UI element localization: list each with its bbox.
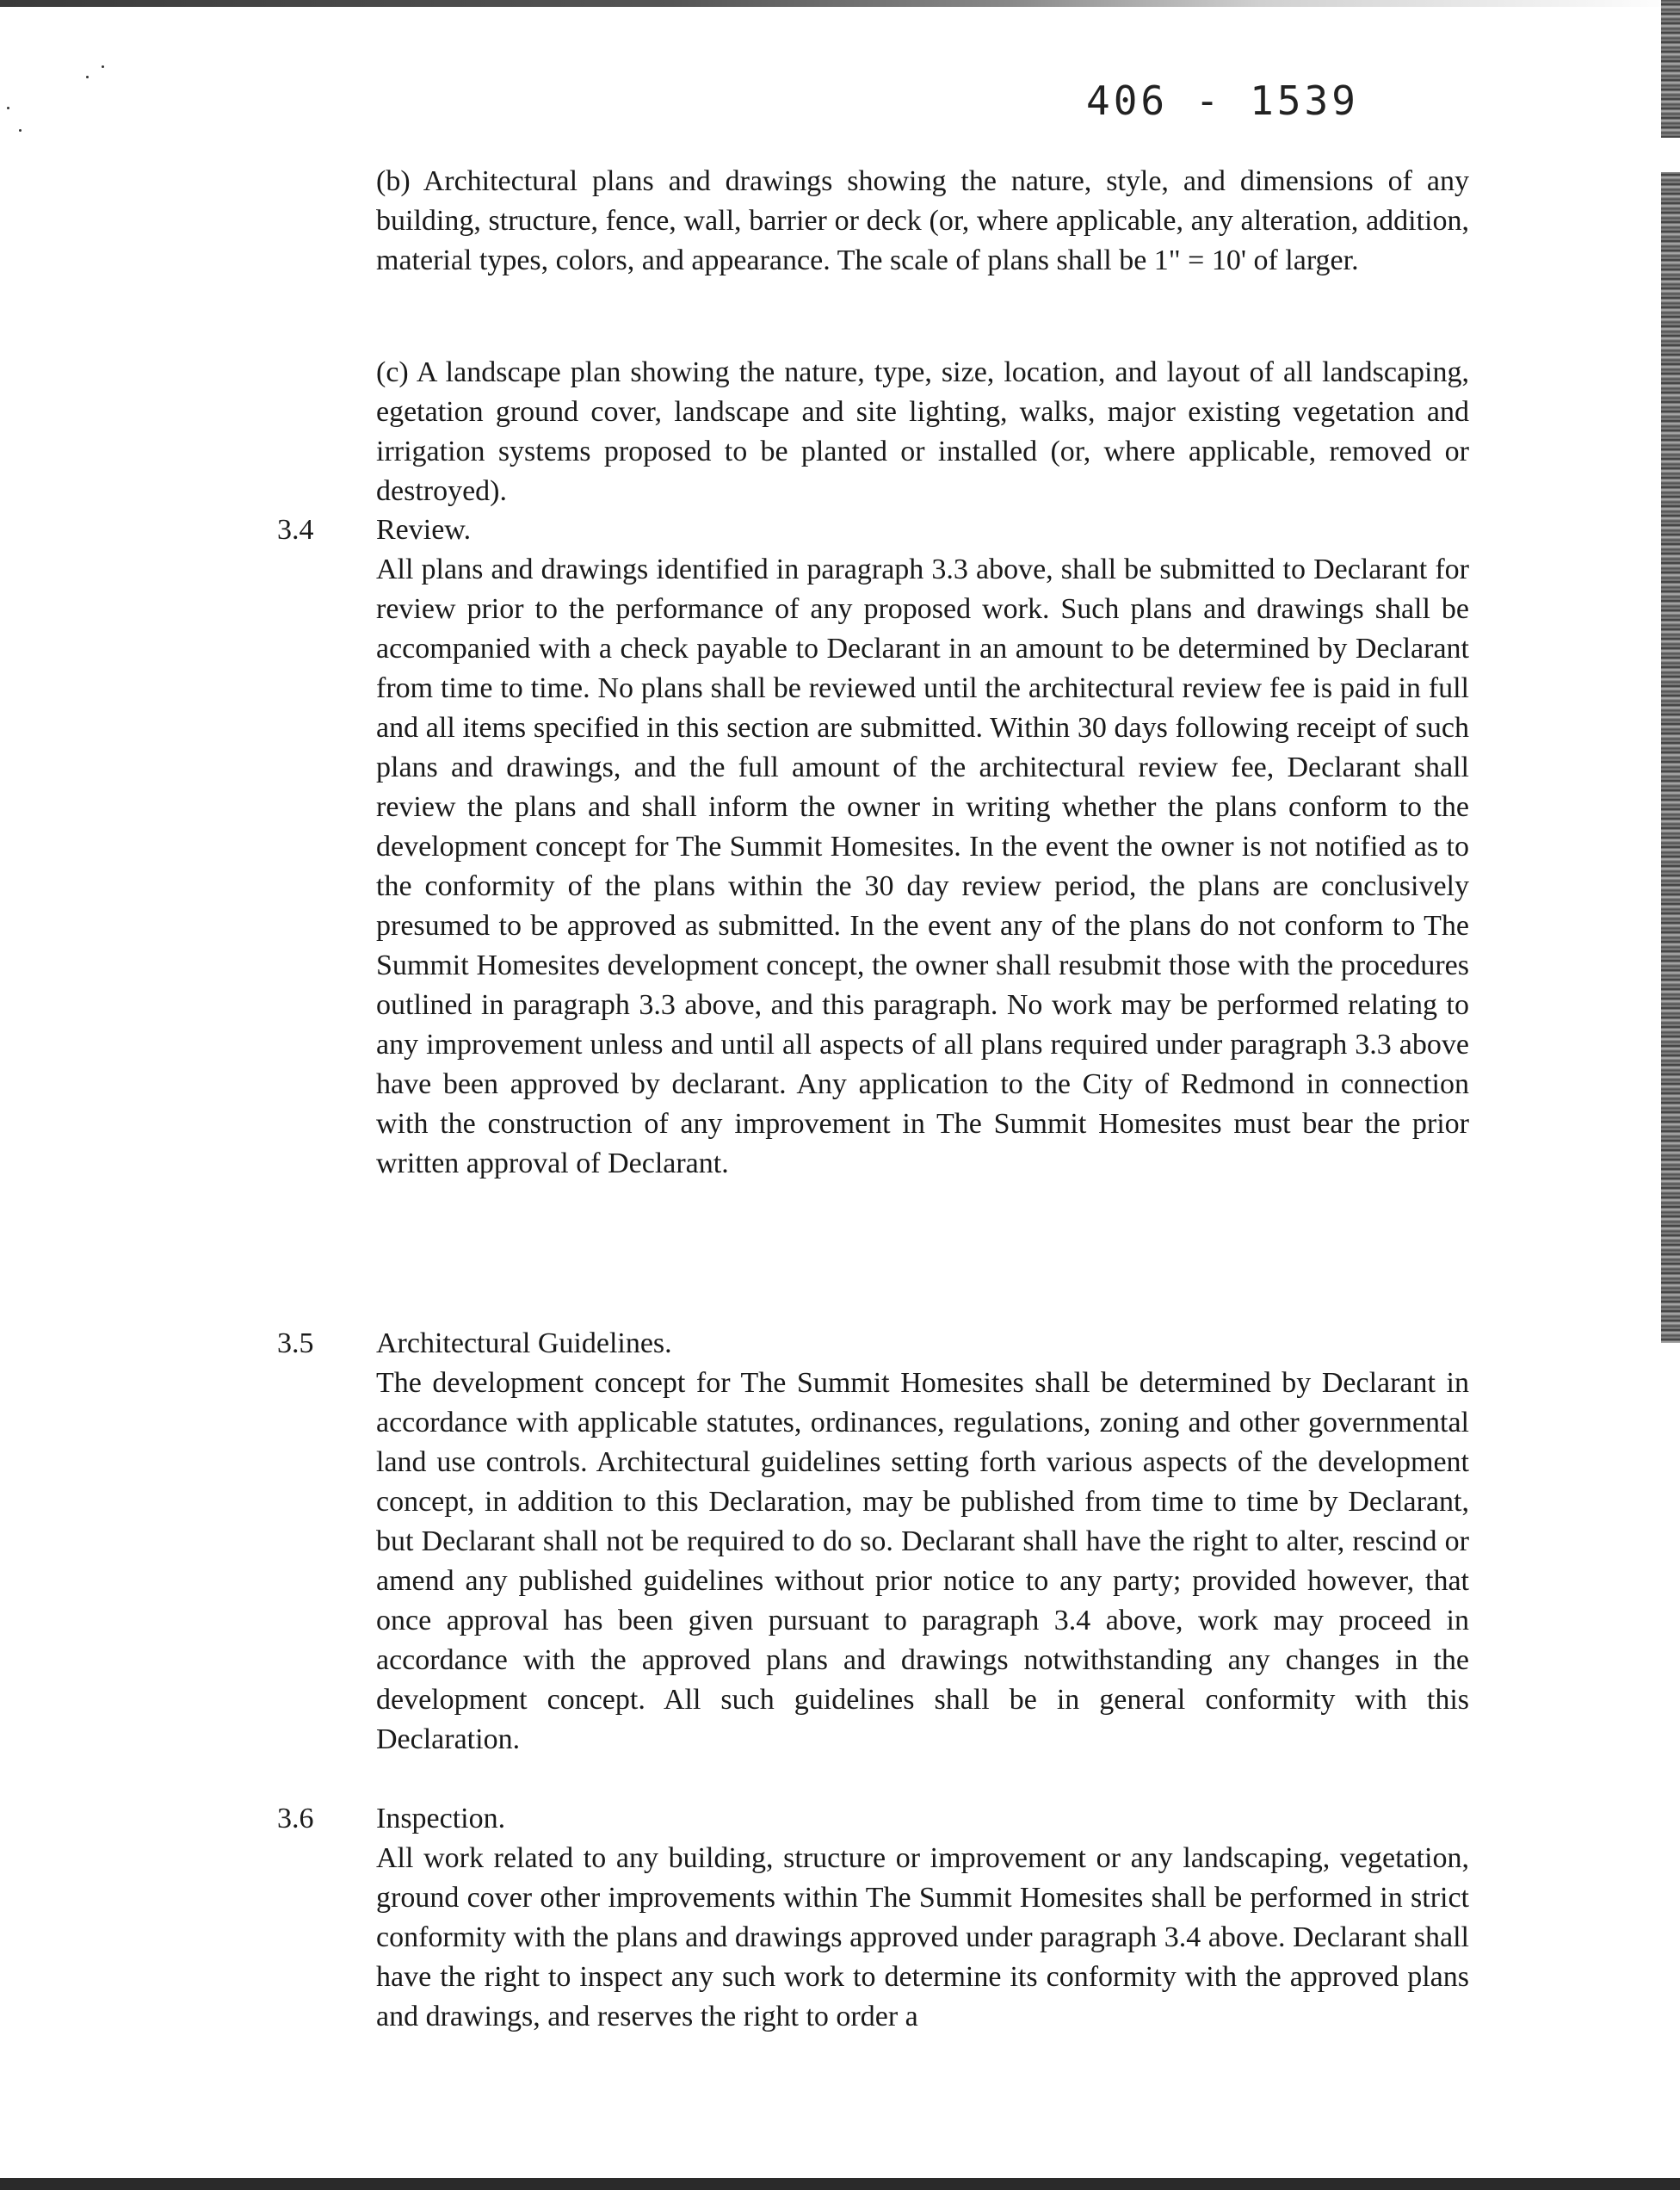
section-title-inspection: Inspection. (376, 1803, 506, 1834)
scan-speck (86, 76, 89, 78)
scan-speck (19, 129, 22, 132)
section-title-review: Review. (376, 514, 472, 546)
section-body-review: All plans and drawings identified in paragraph 3.3 above, shall be submitted to Declarant for review prior to the performance of any proposed work. Such plans and drawings shall be accompanied with a check payable to Declarant in an amount to be determined by Declarant from time to time. No plans shall be reviewed until the architectural review fee is paid in full and all items specified in this section are submitted. Within 30 days following receipt of such plans and drawings, and the full amount of the architectural review fee, Declarant shall review the plans and shall inform the owner in writing whether the plans conform to the development concept for The Summit Homesites. In the event the owner is not notified as to the conformity of the plans within the 30 day review period, the plans are conclusively presumed to be approved as submitted. In the event any of the plans do not conform to The Summit Homesites development concept, the owner shall resubmit those with the procedures outlined in paragraph 3.3 above, and this paragraph. No work may be performed relating to any improvement unless and until all aspects of all plans required under paragraph 3.3 above have been approved by declarant. Any application to the City of Redmond in connection with the construction of any improvement in The Summit Homesites must bear the prior written approval of Declarant. (376, 554, 1469, 1179)
scan-speck (102, 65, 104, 68)
scan-edge-right-gap (1661, 138, 1680, 172)
section-number-3-4: 3.4 (277, 514, 314, 546)
paragraph-c: (c) A landscape plan showing the nature, type, size, location, and layout of all landscaping, egetation ground cover, landscape and site lighting, walks, major existing vegetation and irrigation systems proposed to be planted or installed (or, where applicable, removed or destroyed). (376, 356, 1469, 507)
section-body-inspection: All work related to any building, structure or improvement or any landscaping, vegetation, ground cover other improvements within The Summit Homesites shall be performed in strict conformity with the plans and drawings approved under paragraph 3.4 above. Declarant shall have the right to inspect any such work to determine its conformity with the approved plans and drawings, and reserves the right to order a (376, 1842, 1469, 2032)
section-number-3-6: 3.6 (277, 1803, 314, 1834)
recording-stamp-number: 406 - 1539 (1086, 77, 1359, 124)
section-number-3-5: 3.5 (277, 1327, 314, 1359)
scan-edge-bottom (0, 2178, 1680, 2190)
section-title-architectural-guidelines: Architectural Guidelines. (376, 1327, 672, 1359)
scan-edge-right (1661, 0, 1680, 1343)
section-body-architectural-guidelines: The development concept for The Summit Homesites shall be determined by Declarant in accordance with applicable statutes, ordinances, regulations, zoning and other governmental land use controls. Architectural guidelines setting forth various aspects of the development concept, in addition to this Declaration, may be published from time to time by Declarant, but Declarant shall not be required to do so. Declarant shall have the right to alter, rescind or amend any published guidelines without prior notice to any party; provided however, that once approval has been given pursuant to paragraph 3.4 above, work may proceed in accordance with the approved plans and drawings notwithstanding any changes in the development concept. All such guidelines shall be in general conformity with this Declaration. (376, 1367, 1469, 1755)
scan-speck (7, 107, 9, 109)
scan-edge-top (0, 0, 1680, 7)
paragraph-b: (b) Architectural plans and drawings showing the nature, style, and dimensions of any building, structure, fence, wall, barrier or deck (or, where applicable, any alteration, addition, material types, colors, and appearance. The scale of plans shall be 1" = 10' of larger. (376, 165, 1469, 276)
